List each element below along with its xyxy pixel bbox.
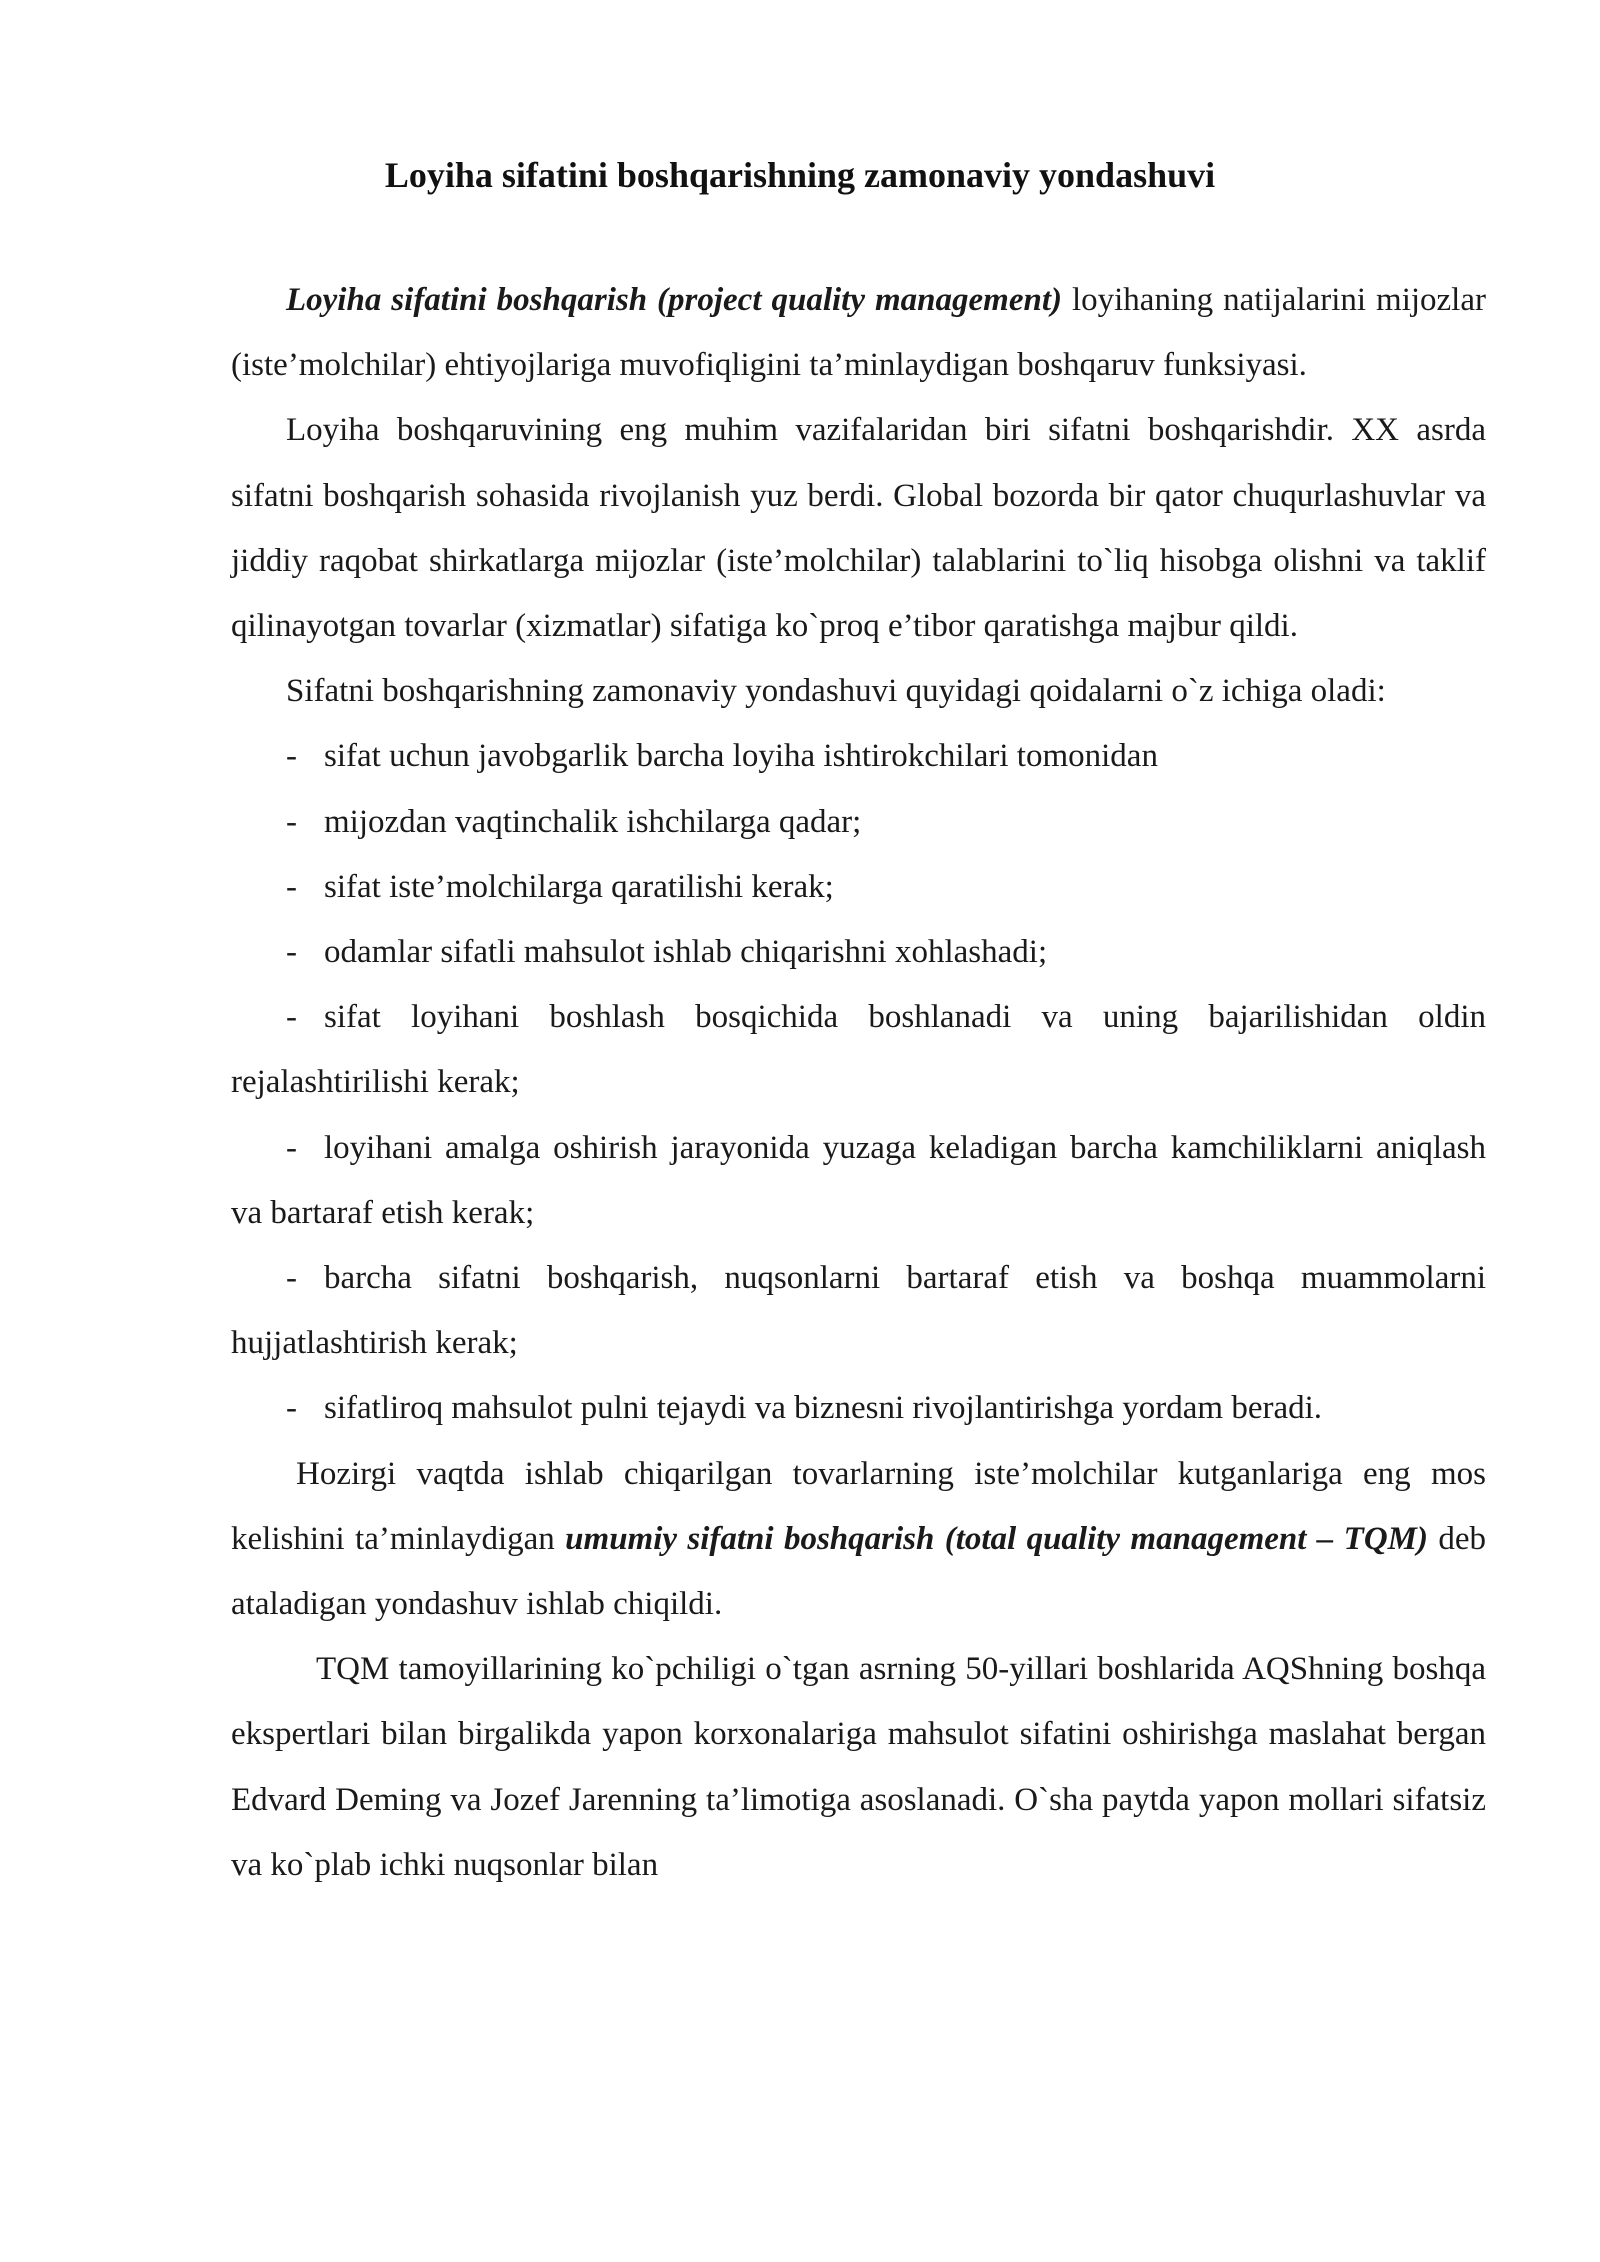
- list-dash: -: [286, 803, 297, 840]
- paragraph-tqm-origins: TQM tamoyillarining ko`pchiligi o`tgan asrning 50-yillari boshlarida AQShning boshqa ekspertlari bilan birgalikda yapon korxonalariga mahsulot sifatini oshirishga maslahat bergan Edvard Deming va Jozef Jarenning ta’limotiga asoslanadi. O`sha paytda yapon mollari sifatsiz va ko`plab ichki nuqsonlar bilan: [231, 1651, 1486, 1883]
- tqm-intro-text: Hozirgi vaqtda ishlab chiqarilgan tovarlarning iste’molchilar kutganlariga eng mos kelishini ta’minlaydigan: [231, 1455, 1486, 1557]
- list-item: [231, 855, 1486, 920]
- tqm-outro-text: deb ataladigan yondashuv ishlab chiqildi.: [231, 1520, 1487, 1623]
- list-dash: -: [286, 999, 297, 1036]
- list-item-text: odamlar sifatli mahsulot ishlab chiqarishni xohlashadi;: [324, 934, 1048, 971]
- list-dash: -: [286, 868, 297, 905]
- list-item-text: sifatliroq mahsulot pulni tejaydi va biznesni rivojlantirishga yordam beradi.: [324, 1390, 1323, 1427]
- list-item: [231, 920, 1486, 985]
- paragraph-history: Loyiha boshqaruvining eng muhim vazifalaridan biri sifatni boshqarishdir. XX asrda sifatni boshqarish sohasida rivojlanish yuz berdi. Global bozorda bir qator chuqurlashuvlar va jiddiy raqobat shirkatlarga mijozlar (iste’molchilar) talablarini to`liq hisobga olishni va taklif qilinayotgan tovarlar (xizmatlar) sifatiga ko`proq e’tibor qaratishga majbur qildi.: [231, 412, 1486, 645]
- document-body: [231, 268, 1486, 1898]
- definition-text: loyihaning natijalarini mijozlar (iste’molchilar) ehtiyojlariga muvofiqligini ta’minlaydigan boshqaruv funksiyasi.: [231, 282, 1486, 384]
- list-item: [231, 1246, 1486, 1376]
- list-dash: -: [286, 934, 297, 971]
- list-item: [231, 985, 1486, 1115]
- document-title: Loyiha sifatini boshqarishning zamonaviy yondashuvi: [384, 155, 1216, 195]
- term-total-quality-management: umumiy sifatni boshqarish (total quality management – TQM): [565, 1520, 1428, 1557]
- list-item-text: mijozdan vaqtinchalik ishchilarga qadar;: [324, 803, 862, 840]
- list-item-text: sifat uchun javobgarlik barcha loyiha ishtirokchilari tomonidan: [324, 738, 1158, 775]
- paragraph-tqm-definition: [231, 1442, 1486, 1638]
- list-dash: -: [286, 738, 297, 775]
- paragraph-approach-intro: Sifatni boshqarishning zamonaviy yondashuvi quyidagi qoidalarni o`z ichiga oladi:: [286, 673, 1386, 710]
- list-item-text: sifat loyihani boshlash bosqichida boshlanadi va uning bajarilishidan oldin rejalashtirilishi kerak;: [231, 999, 1486, 1101]
- list-item: [231, 790, 1486, 855]
- list-item-text: barcha sifatni boshqarish, nuqsonlarni bartaraf etish va boshqa muammolarni hujjatlashtirish kerak;: [231, 1260, 1486, 1362]
- list-dash: -: [286, 1260, 297, 1297]
- list-item: [231, 1376, 1486, 1441]
- term-project-quality-management: Loyiha sifatini boshqarish (project quality management): [286, 282, 1062, 318]
- list-dash: -: [286, 1129, 297, 1166]
- list-dash: -: [286, 1390, 297, 1427]
- paragraph-definition: [231, 268, 1486, 398]
- list-item-text: loyihani amalga oshirish jarayonida yuzaga keladigan barcha kamchiliklarni aniqlash va bartaraf etish kerak;: [231, 1129, 1486, 1231]
- list-item: [231, 724, 1486, 789]
- list-item: [231, 1116, 1486, 1246]
- list-item-text: sifat iste’molchilarga qaratilishi kerak;: [324, 868, 834, 905]
